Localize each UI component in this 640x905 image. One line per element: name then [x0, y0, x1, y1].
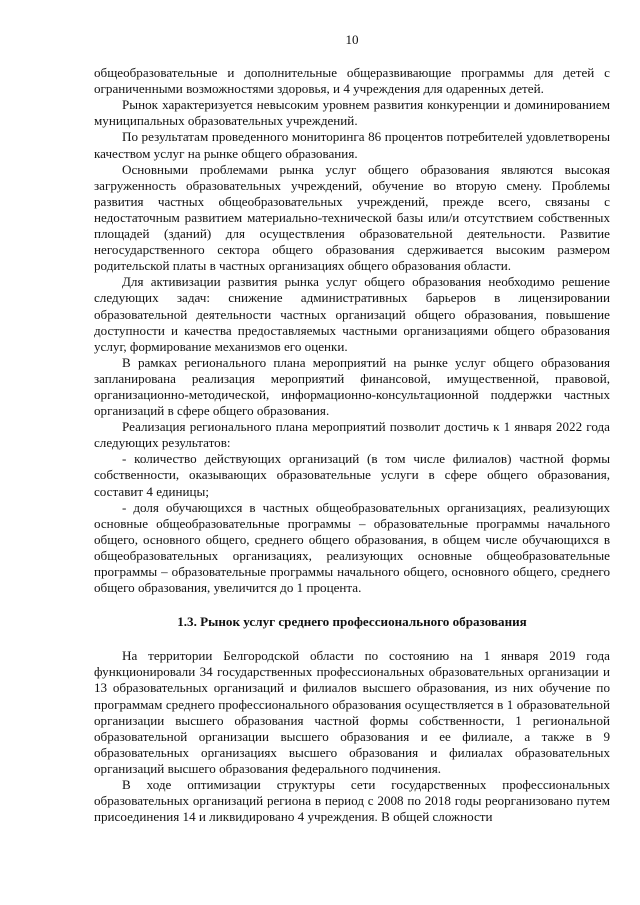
page-number: 10	[345, 32, 359, 47]
body-text-after	[94, 648, 610, 825]
paragraph: По результатам проведенного мониторинга 86 процентов потребителей удовлетворены качеством услуг на рынке общего образования.	[94, 129, 610, 161]
paragraph: Для активизации развития рынка услуг общего образования необходимо решение следующих задач: снижение административных барьеров в лицензировании образовательной деятельности частных организаций общего образования, повышение доступности и качества предоставляемых частными организациями общего образования услуг, формирование механизмов его оценки.	[94, 274, 610, 354]
paragraph: - количество действующих организаций (в том числе филиалов) частной формы собственности, оказывающих образовательные услуги в сфере общего образования, составит 4 единицы;	[94, 451, 610, 499]
paragraph: Основными проблемами рынка услуг общего образования являются высокая загруженность образовательных учреждений, обучение во вторую смену. Проблемы развития частных общеобразовательных учреждений, прежде всего, связаны с недостаточным развитием материально-технической базы или/и отсутствием собственных площадей (зданий) для осуществления образовательной деятельности. Развитие негосударственного сектора общего образования сдерживается высоким размером родительской платы в частных организациях общего образования области.	[94, 161, 610, 274]
paragraph: общеобразовательные и дополнительные общеразвивающие программы для детей с ограниченными возможностями здоровья, и 4 учреждения для одаренных детей.	[94, 65, 610, 97]
body-text-before	[94, 65, 610, 596]
paragraph: - доля обучающихся в частных общеобразовательных организациях, реализующих основные общеобразовательные программы – образовательные программы начального общего, основного общего, среднего общего образования, в общем числе обучающихся в общеобразовательных организациях, реализующих основные общеобразовательные программы – образовательные программы начального общего, основного общего, среднего общего образования, увеличится до 1 процента.	[94, 499, 610, 596]
paragraph: В рамках регионального плана мероприятий на рынке услуг общего образования запланирована реализация мероприятий финансовой, имущественной, правовой, организационно-методической, информационно-консультационной поддержки частных организаций в сфере общего образования.	[94, 354, 610, 419]
section-heading: 1.3. Рынок услуг среднего профессионального образования	[177, 614, 527, 630]
paragraph: Реализация регионального плана мероприятий позволит достичь к 1 января 2022 года следующих результатов:	[94, 419, 610, 451]
paragraph: Рынок характеризуется невысоким уровнем развития конкуренции и доминированием муниципальных образовательных учреждений.	[94, 97, 610, 129]
paragraph: В ходе оптимизации структуры сети государственных профессиональных образовательных организаций региона в период с 2008 по 2018 годы реорганизовано путем присоединения 14 и ликвидировано 4 учреждения. В общей сложности	[94, 777, 610, 825]
paragraph: На территории Белгородской области по состоянию на 1 января 2019 года функционировали 34 государственных профессиональных образовательных организации и 13 образовательных организаций и филиалов высшего образования, из них обучение по программам среднего профессионального образования осуществляется в 1 образовательной организации высшего образования частной формы собственности, 1 региональной образовательной организации высшего образования и ее филиале, а также в 9 образовательных организациях высшего образования и филиалах образовательных организаций высшего образования федерального подчинения.	[94, 648, 610, 776]
